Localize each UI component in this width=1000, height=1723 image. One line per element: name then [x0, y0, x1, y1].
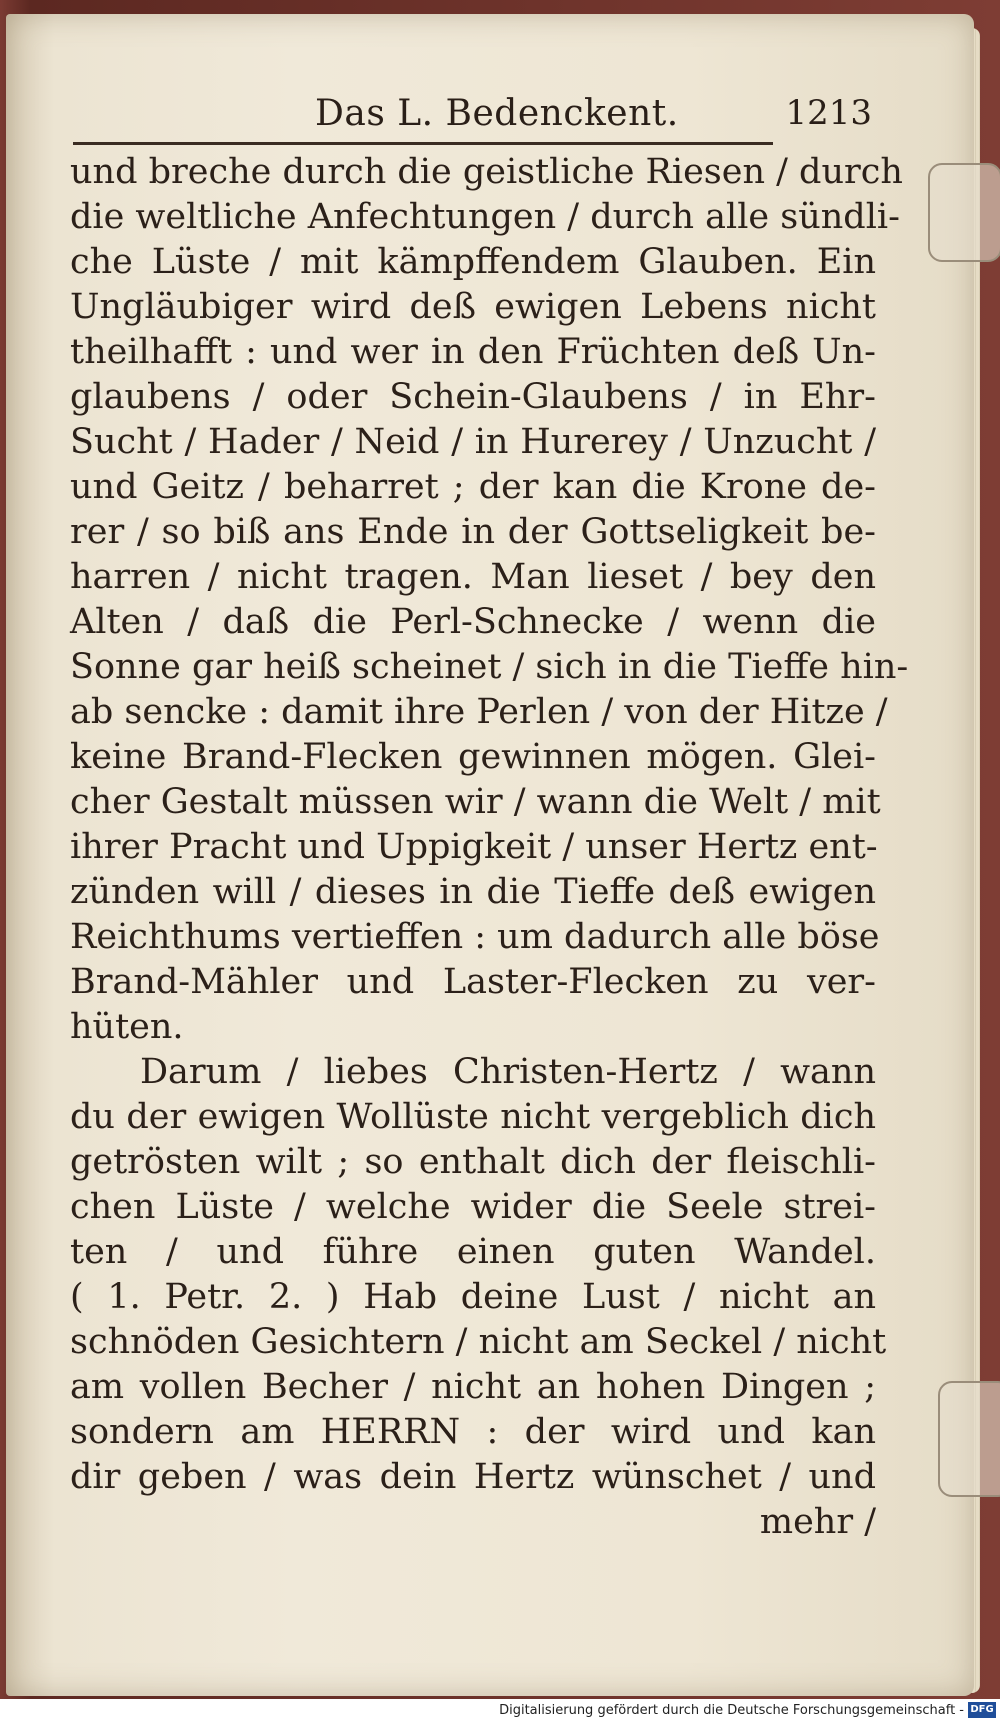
catchword: mehr /: [759, 1502, 876, 1542]
text-line: chen Lüste / welche wider die Seele strei-: [70, 1187, 876, 1227]
text-line: zünden will / dieses in die Tieffe deß ewigen: [70, 872, 876, 912]
text-line: du der ewigen Wollüste nicht vergeblich dich: [70, 1097, 876, 1137]
text-line: Sonne gar heiß scheinet / sich in die Tieffe hin-: [70, 647, 909, 687]
text-line: harren / nicht tragen. Man lieset / bey den: [70, 557, 876, 597]
text-line: schnöden Gesichtern / nicht am Seckel / nicht: [70, 1322, 887, 1362]
text-line: Ungläubiger wird deß ewigen Lebens nicht: [70, 287, 876, 327]
text-line: ihrer Pracht und Uppigkeit / unser Hertz ent-: [70, 827, 878, 867]
paragraph-2: [70, 1050, 887, 1500]
text-line: glaubens / oder Schein-Glaubens / in Ehr-: [70, 377, 876, 417]
text-line: und breche durch die geistliche Riesen / durch: [70, 152, 903, 192]
text-line: rer / so biß ans Ende in der Gottseligkeit be-: [70, 512, 876, 552]
text-line: Sucht / Hader / Neid / in Hurerey / Unzucht /: [70, 422, 876, 462]
text-line: Darum / liebes Christen-Hertz / wann: [140, 1052, 876, 1092]
head-rule: [73, 142, 773, 145]
dfg-logo-icon: DFG: [968, 1702, 996, 1718]
text-line: hüten.: [70, 1007, 184, 1047]
text-line: Reichthums vertieffen : um dadurch alle böse: [70, 917, 880, 957]
text-line: cher Gestalt müssen wir / wann die Welt / mit: [70, 782, 881, 822]
text-line: und Geitz / beharret ; der kan die Krone de-: [70, 467, 876, 507]
text-line: ( 1. Petr. 2. ) Hab deine Lust / nicht an: [70, 1277, 876, 1317]
paragraph-1: [70, 150, 909, 1050]
page-clasp-top: [928, 163, 1000, 262]
text-line: che Lüste / mit kämpffendem Glauben. Ein: [70, 242, 876, 282]
running-head-title: Das L. Bedenckent.: [315, 93, 679, 134]
page-clasp-bottom: [938, 1381, 1000, 1497]
text-line: theilhafft : und wer in den Früchten deß Un-: [70, 332, 876, 372]
text-line: die weltliche Anfechtungen / durch alle sündli-: [70, 197, 900, 237]
body-text: [70, 150, 909, 1545]
footer-credit: Digitalisierung gefördert durch die Deutsche Forschungsgemeinschaft -: [499, 1703, 964, 1718]
text-line: ten / und führe einen guten Wandel.: [70, 1232, 876, 1272]
footer-bar: [0, 1699, 1000, 1723]
text-line: Brand-Mähler und Laster-Flecken zu ver-: [70, 962, 876, 1002]
page-number: 1213: [785, 93, 872, 133]
text-line: ab sencke : damit ihre Perlen / von der Hitze /: [70, 692, 888, 732]
text-line: dir geben / was dein Hertz wünschet / und: [70, 1457, 876, 1497]
text-line: Alten / daß die Perl-Schnecke / wenn die: [70, 602, 876, 642]
text-line: am vollen Becher / nicht an hohen Dingen ;: [70, 1367, 876, 1407]
running-head: [60, 93, 872, 141]
text-line: getrösten wilt ; so enthalt dich der fleischli-: [70, 1142, 876, 1182]
text-line: keine Brand-Flecken gewinnen mögen. Glei-: [70, 737, 876, 777]
text-line: sondern am HERRN : der wird und kan: [70, 1412, 876, 1452]
